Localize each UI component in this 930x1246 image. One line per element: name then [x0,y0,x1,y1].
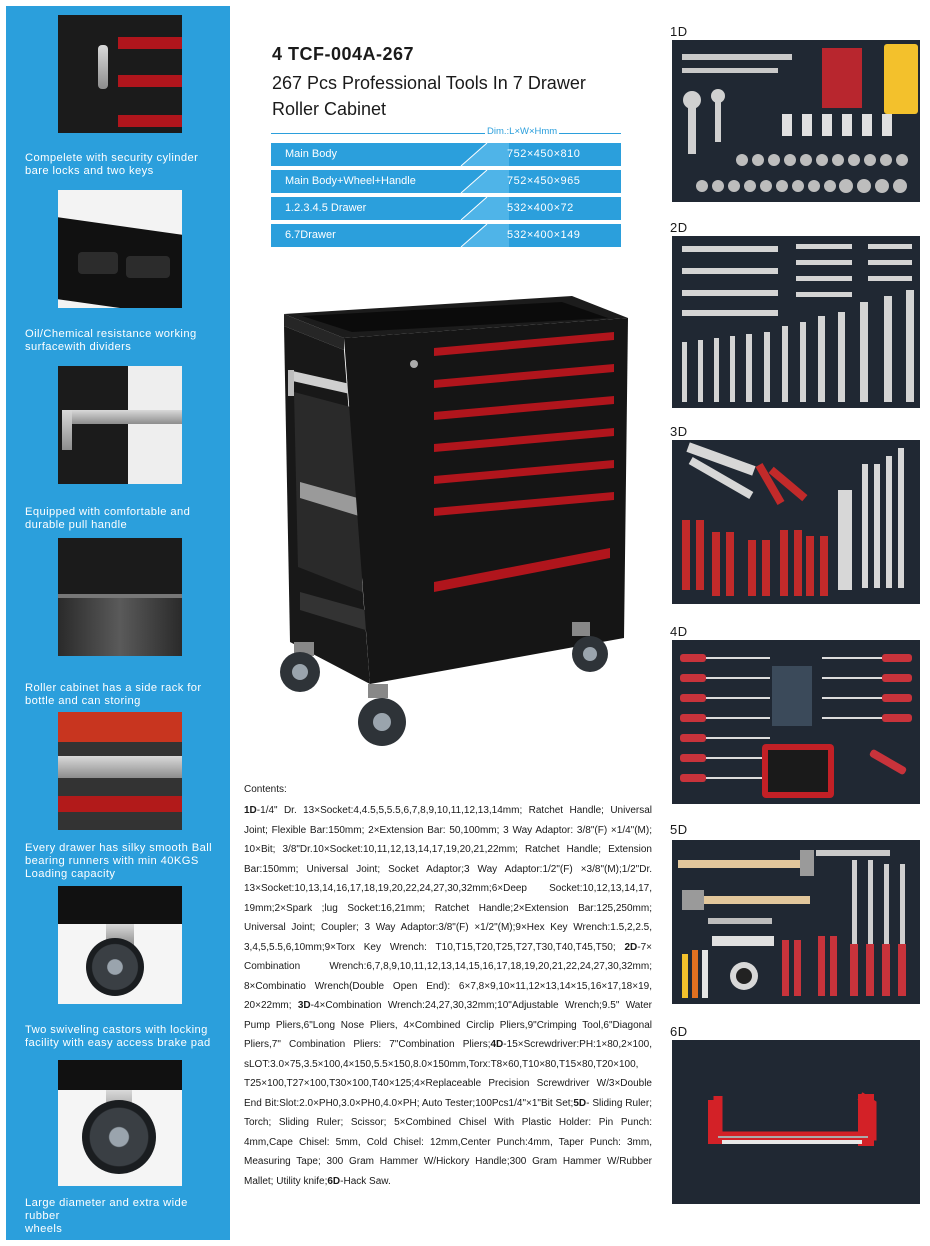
drawer-label-1d: 1D [670,24,688,39]
feature-photo-work-surface [58,190,182,308]
dimension-row: 6.7Drawer 532×400×149 [271,224,621,247]
feature-text-lock: Compelete with security cylinder bare locks and two keys [25,152,199,177]
roller-cabinet-image [272,292,632,752]
drawer-label-4d: 4D [670,624,688,639]
dimension-row: 1.2.3.4.5 Drawer 532×400×72 [271,197,621,220]
drawer-panel-1d [672,40,920,202]
drawer-panel-5d [672,840,920,1004]
feature-photo-runners [58,712,182,830]
product-title: 267 Pcs Professional Tools In 7 Drawer Roller Cabinet [272,73,586,119]
feature-sidebar [6,6,230,1240]
feature-photo-handle [58,366,182,484]
contents-text: 1D-1/4" Dr. 13×Socket:4,4.5,5,5.5,6,7,8,9,10,11,12,13,14mm; Ratchet Handle; Universal Joint; Flexible Bar:150mm; 2×Extension Bar: 50,100mm; 3 Way Adaptor: 3/8"(F) ×1/4"(M); 10×Bit; 3/8"Dr.10×Socket:10,11,12,13,14,17,19,20,21,22mm; Ratchet Handle; Extension Bar:150mm; Universal Joint; Socket Adaptor;3 Way Adaptor:1/2"(F) ×3/8"(M);1/2"Dr. 13×Socket:10,13,14,16,17,18,19,20,22,24,27,30,32mm;6×Deep Socket:10,12,13,14,17, 19mm;2×Spark ;lug Socket:16,21mm; Ratchet Handle;2×Extension Bar:125,250mm; Universal Joint; Coupler; 3 Way Adaptor:3/8"(F) ×1/2"(M);9×Hex Key Wrench:1.5,2,2.5, 3,4,5,5.5,6,10mm;9×Torx Key Wrench: T10,T15,T20,T25,T27,T30,T40,T45,T50; 2D-7× Combination Wrench:6,7,8,9,10,11,12,13,14,15,16,17,18,19,20,21,22,24,27,30,32mm; 8×Combinatio Wrench(Double Open End): 6×7,8×9,10×11,12×13,14×15,16×17,18×19, 20×22mm; 3D-4×Combination Wrench:24,27,30,32mm;10"Adjustable Wrench;9.5" Water Pump Pliers,6"Long Nose Pliers, 4×Combined Circlip Pliers,9"Crimping Tool,6"Diagonal Pliers,7" Combination Pliers: 7"Combination Pliers;4D-15×Screwdriver:PH:1×80,2×100, sLOT:3.0×75,3.5×100,4×150,5.5×150,8.0×150mm,Torx:T8×60,T10×80,T15×80,T20×100, T25×100,T27×100,T30×100,T40×125;4×Replaceable Precision Screwdriver W/3×Double End Bit:Slot:2.0×PH0,3.0×PH0,4.0×PH; Auto Tester;100Pcs1/4"×1"Bit Set;5D- Sliding Ruler; Torch; Sliding Ruler; Scissor; 5×Combined Chisel With Plastic Holder: Pin Punch: 4mm,Cape Chisel: 5mm, Cold Chisel: 12mm,Center Punch:4mm, Taper Punch: 3mm, Measuring Tape; 300 Gram Hammer W/Hickory Handle;300 Gram Hammer W/Rubber Mallet; Utility knife;6D-Hack Saw. [244,805,652,1187]
drawer-label-2d: 2D [670,220,688,235]
feature-text-runners: Every drawer has silky smooth Ball bearing runners with min 40KGS Loading capacity [25,842,213,880]
feature-text-castor: Two swiveling castors with locking facility with easy access brake pad [25,1024,211,1049]
feature-photo-lock [58,15,182,133]
drawer-panel-4d [672,640,920,804]
feature-text-handle: Equipped with comfortable and durable pull handle [25,506,191,531]
feature-text-side-rack: Roller cabinet has a side rack for bottle and can storing [25,682,202,707]
drawer-label-5d: 5D [670,822,688,837]
feature-text-wheel: Large diameter and extra wide rubber wheels [25,1197,188,1235]
contents-heading: Contents: [244,784,287,795]
feature-text-work-surface: Oil/Chemical resistance working surfacewith dividers [25,328,197,353]
model-number: 4 TCF-004A-267 [272,44,415,64]
feature-photo-wheel [58,1060,182,1186]
dimension-header: Dim.:L×W×Hmm [271,127,621,139]
drawer-label-6d: 6D [670,1024,688,1039]
drawer-label-3d: 3D [670,424,688,439]
dimension-table [271,127,621,247]
dimension-row: Main Body+Wheel+Handle 752×450×965 [271,170,621,193]
drawer-panel-2d [672,236,920,408]
feature-photo-side-rack [58,538,182,656]
drawer-panel-3d [672,440,920,604]
dimension-row: Main Body 752×450×810 [271,143,621,166]
drawer-panel-6d [672,1040,920,1204]
feature-photo-castor [58,886,182,1004]
